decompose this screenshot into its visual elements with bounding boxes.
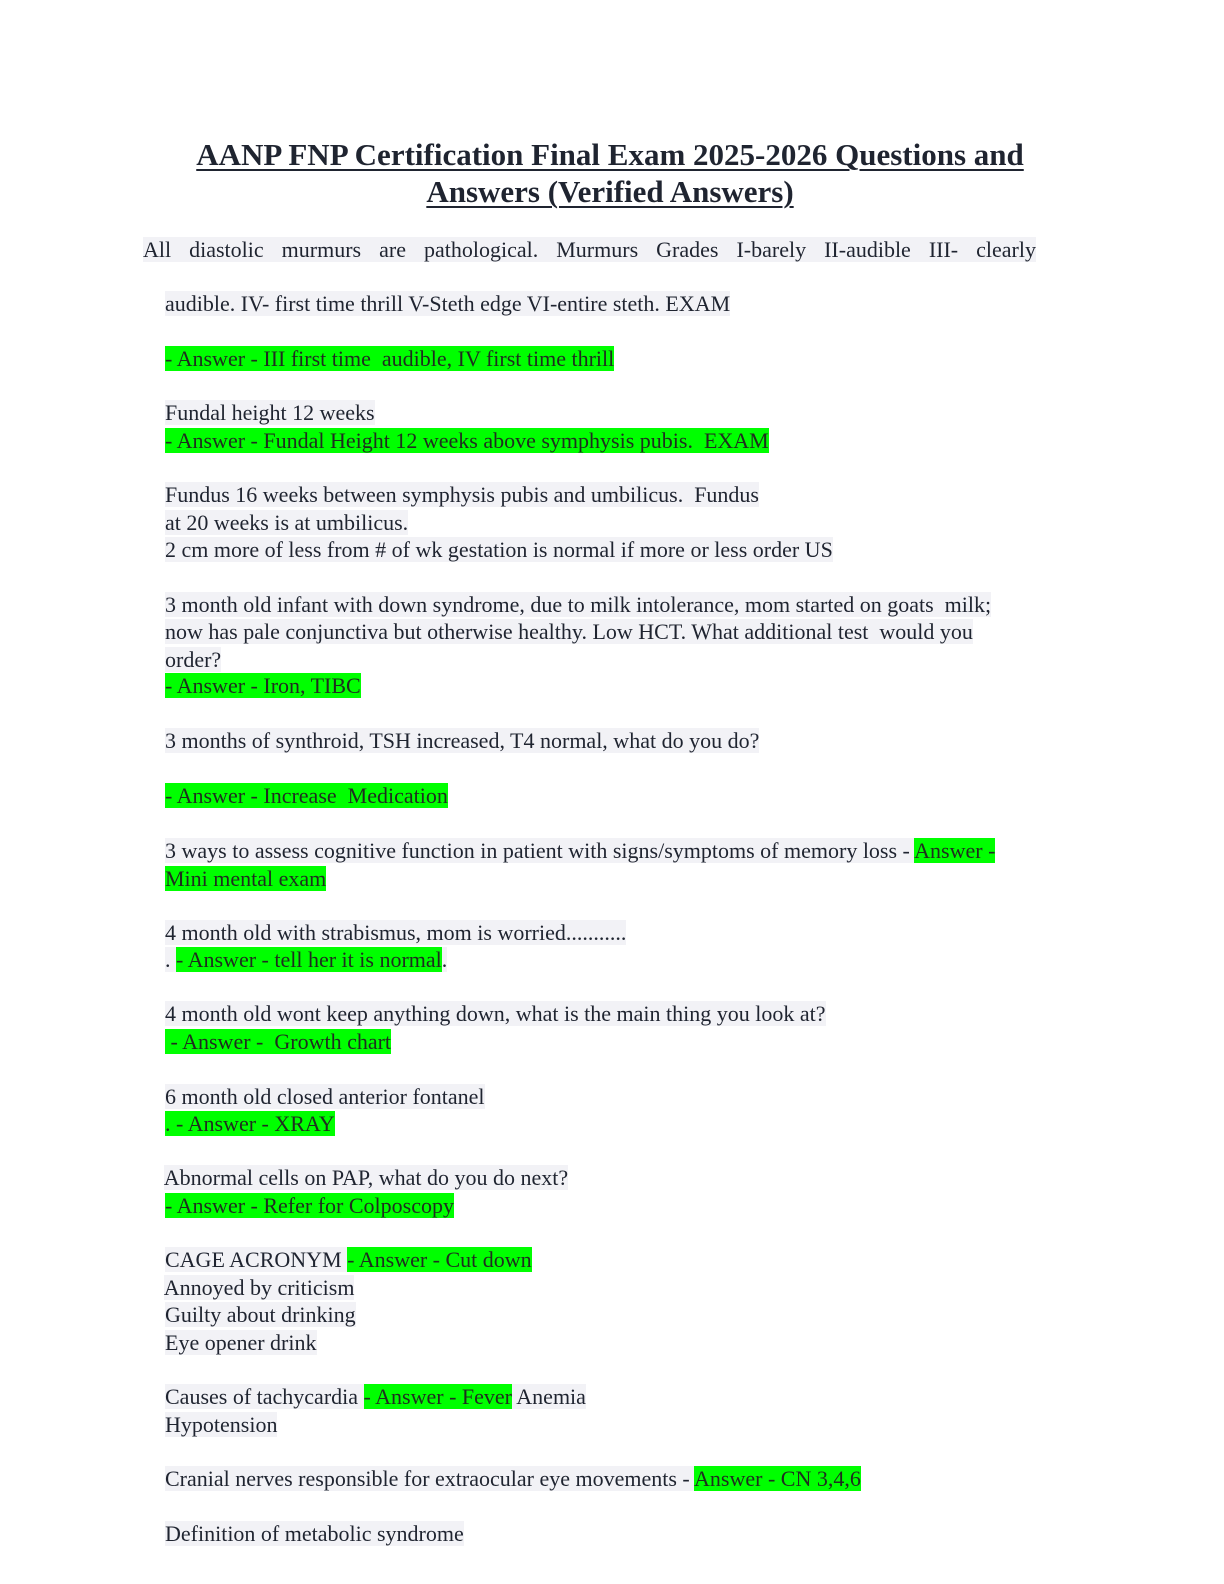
answer-highlight: Answer - CN 3,4,6 xyxy=(694,1466,861,1491)
answer-highlight: - Answer - Refer for Colposcopy xyxy=(165,1193,454,1218)
answer-highlight: . - Answer - XRAY xyxy=(165,1111,335,1136)
answer-highlight: - Answer - III first time audible, IV first time thrill xyxy=(165,346,615,371)
question-text: 3 months of synthroid, TSH increased, T4 normal, what do you do? xyxy=(165,728,760,753)
question-text: 4 month old with strabismus, mom is worried........... xyxy=(165,920,627,945)
answer-highlight: - Answer - Cut down xyxy=(347,1247,532,1272)
answer-highlight: - Answer - Iron, TIBC xyxy=(165,673,361,698)
question-text: 6 month old closed anterior fontanel xyxy=(165,1084,485,1109)
question-text: order? xyxy=(165,647,222,672)
answer-highlight: - Answer - Fever xyxy=(363,1384,512,1409)
body-text: Hypotension xyxy=(165,1412,278,1437)
body-text: Fundus 16 weeks between symphysis pubis and umbilicus. Fundus xyxy=(165,482,759,507)
body-text: Guilty about drinking xyxy=(165,1302,356,1327)
question-text: Definition of metabolic syndrome xyxy=(165,1521,464,1546)
answer-highlight: - Answer - Increase Medication xyxy=(165,783,448,808)
body-text: Annoyed by criticism xyxy=(163,1275,355,1300)
question-text: 3 month old infant with down syndrome, due to milk intolerance, mom started on goats milk; xyxy=(165,592,992,617)
body-text: . xyxy=(165,947,176,972)
answer-highlight: Answer - xyxy=(914,838,996,863)
body-text: at 20 weeks is at umbilicus. xyxy=(165,510,409,535)
answer-highlight: - Answer - Fundal Height 12 weeks above symphysis pubis. EXAM xyxy=(165,428,769,453)
question-text: audible. IV- first time thrill V-Steth edge VI-entire steth. EXAM xyxy=(165,291,731,316)
question-text: Cranial nerves responsible for extraocular eye movements - xyxy=(165,1466,695,1491)
body-text: Eye opener drink xyxy=(165,1330,317,1355)
question-text: CAGE ACRONYM xyxy=(165,1247,348,1272)
question-text: All diastolic murmurs are pathological. Murmurs Grades I-barely II-audible III- clearly xyxy=(143,237,1036,262)
question-text: Causes of tachycardia xyxy=(165,1384,364,1409)
body-text: Anemia xyxy=(512,1384,586,1409)
question-text: Abnormal cells on PAP, what do you do next? xyxy=(163,1165,569,1190)
question-text: now has pale conjunctiva but otherwise healthy. Low HCT. What additional test would you xyxy=(165,619,973,644)
answer-highlight: - Answer - Growth chart xyxy=(165,1029,392,1054)
question-line xyxy=(143,1493,464,1574)
body-text: 2 cm more of less from # of wk gestation is normal if more or less order US xyxy=(165,537,833,562)
question-text: Fundal height 12 weeks xyxy=(165,400,375,425)
answer-highlight: Mini mental exam xyxy=(165,866,327,891)
body-text: . xyxy=(441,947,448,972)
title-line-2: Answers (Verified Answers) xyxy=(426,174,794,209)
answer-highlight: - Answer - tell her it is normal xyxy=(176,947,442,972)
question-text: 3 ways to assess cognitive function in patient with signs/symptoms of memory loss - xyxy=(165,838,915,863)
title-line-1: AANP FNP Certification Final Exam 2025-2026 Questions and xyxy=(196,137,1024,172)
document-title xyxy=(150,136,1070,210)
question-line xyxy=(143,236,1036,263)
question-text: 4 month old wont keep anything down, what is the main thing you look at? xyxy=(165,1001,826,1026)
